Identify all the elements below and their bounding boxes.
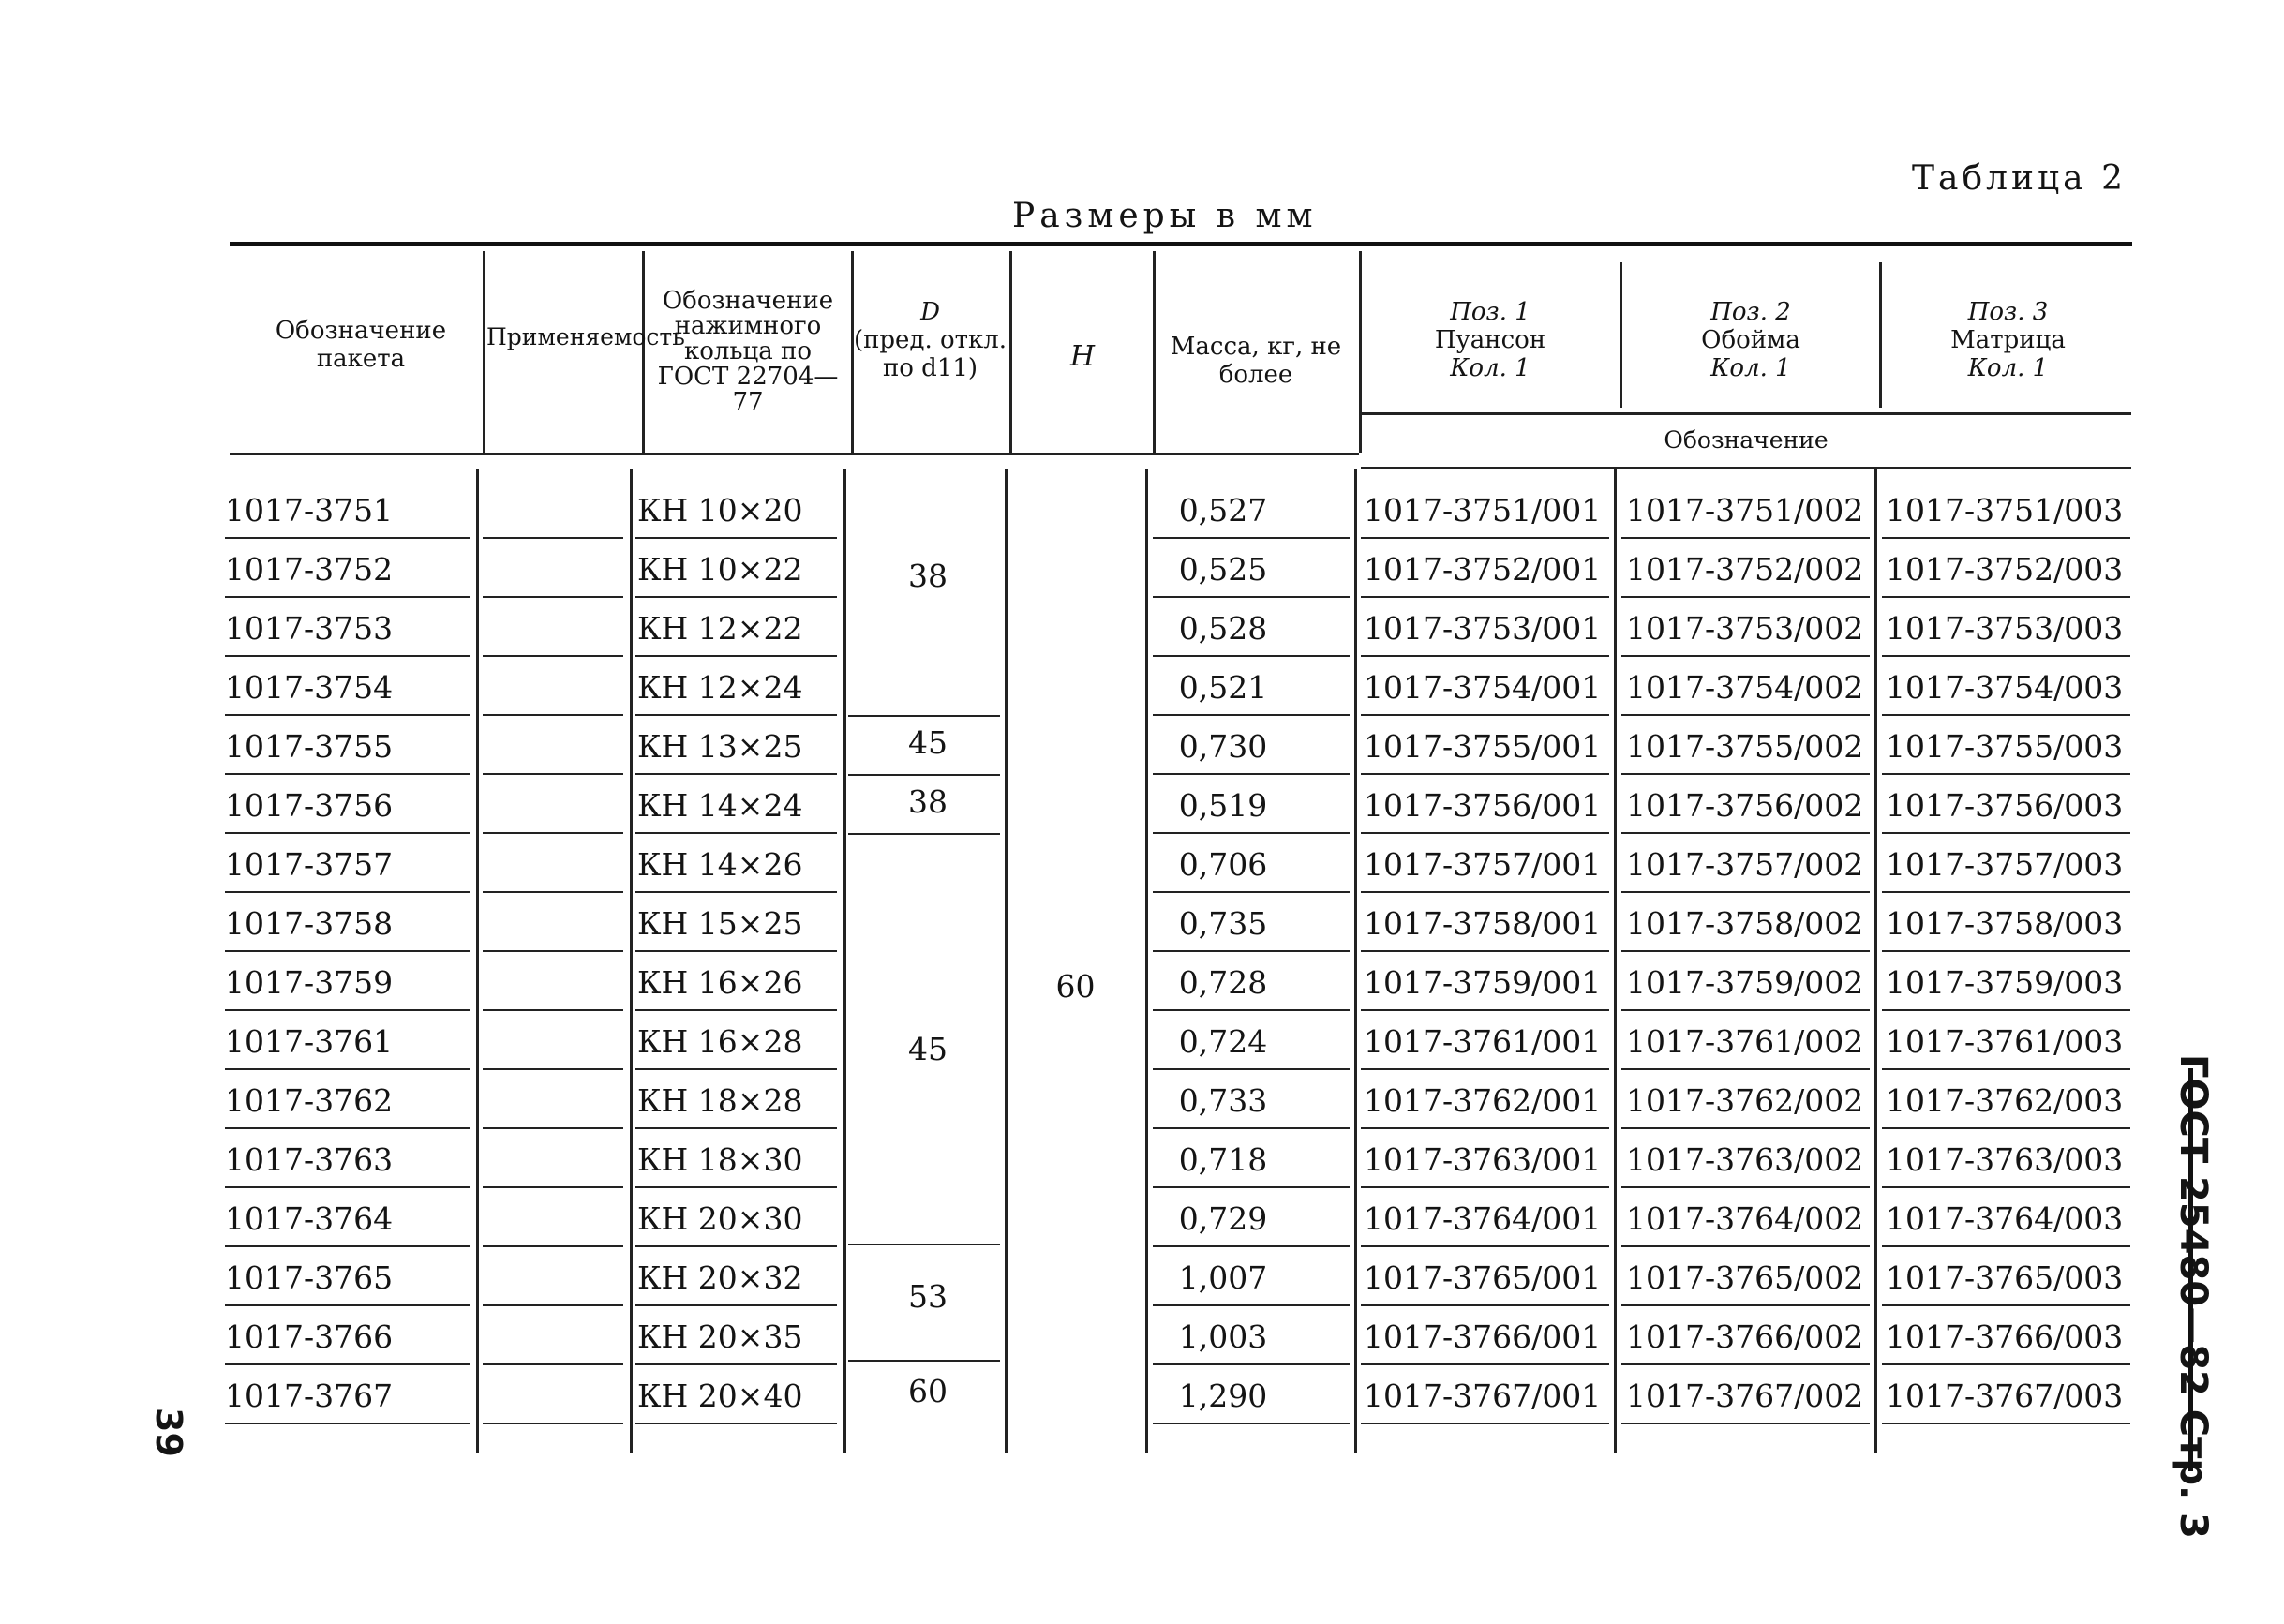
cell-underline	[635, 773, 837, 775]
header-d-symbol: D	[920, 298, 940, 326]
cell-underline	[1361, 1423, 1609, 1424]
ring-designation: КН 10×22	[637, 551, 803, 588]
pos3-designation: 1017-3758/003	[1886, 905, 2124, 942]
pos1-designation: 1017-3751/001	[1364, 492, 1602, 529]
mass-value: 0,728	[1178, 964, 1268, 1001]
cell-underline	[635, 891, 837, 893]
d-value: 45	[908, 724, 948, 761]
cell-underline	[1621, 1245, 1870, 1247]
applicability-underline	[483, 655, 623, 657]
ring-designation: КН 13×25	[637, 728, 803, 765]
cell-underline	[1882, 1363, 2130, 1365]
table-label: Таблица 2	[1912, 159, 2127, 198]
package-code: 1017-3754	[225, 669, 394, 706]
cell-underline	[1621, 1186, 1870, 1188]
pos2-designation: 1017-3763/002	[1626, 1141, 1864, 1178]
applicability-underline	[483, 537, 623, 539]
cell-underline	[225, 1423, 470, 1424]
cell-underline	[1882, 1009, 2130, 1011]
body-divider	[1005, 469, 1008, 1453]
cell-underline	[225, 1363, 470, 1365]
package-code: 1017-3753	[225, 610, 394, 647]
package-code: 1017-3762	[225, 1082, 394, 1119]
package-code: 1017-3759	[225, 964, 394, 1001]
header-bottom-rule	[230, 453, 1359, 455]
cell-underline	[225, 773, 470, 775]
cell-underline	[1153, 1245, 1350, 1247]
package-code: 1017-3756	[225, 787, 394, 824]
header-pos1	[1364, 298, 1617, 382]
mass-value: 1,007	[1178, 1259, 1268, 1296]
pos3-designation: 1017-3762/003	[1886, 1082, 2124, 1119]
mass-value: 0,729	[1178, 1200, 1268, 1237]
cell-underline	[1361, 1304, 1609, 1306]
pos2-designation: 1017-3755/002	[1626, 728, 1864, 765]
pos2-designation: 1017-3751/002	[1626, 492, 1864, 529]
header-h-symbol: H	[1069, 340, 1096, 373]
cell-underline	[1361, 1127, 1609, 1129]
header-designation: Обозначение	[1664, 426, 1829, 454]
body-divider	[630, 469, 633, 1453]
cell-underline	[1621, 891, 1870, 893]
cell-underline	[225, 1186, 470, 1188]
mass-value: 0,519	[1178, 787, 1268, 824]
d-group-rule	[848, 1244, 1000, 1245]
d-value: 60	[908, 1373, 948, 1409]
pos1-designation: 1017-3757/001	[1364, 846, 1602, 883]
mass-value: 0,733	[1178, 1082, 1268, 1119]
pos1-designation: 1017-3765/001	[1364, 1259, 1602, 1296]
cell-underline	[1882, 1186, 2130, 1188]
cell-underline	[225, 596, 470, 598]
pos2-designation: 1017-3766/002	[1626, 1319, 1864, 1355]
cell-underline	[225, 832, 470, 834]
pos1-designation: 1017-3761/001	[1364, 1023, 1602, 1060]
cell-underline	[1882, 596, 2130, 598]
cell-underline	[1882, 1245, 2130, 1247]
d-group-rule	[848, 774, 1000, 776]
pos1-designation: 1017-3764/001	[1364, 1200, 1602, 1237]
cell-underline	[1153, 950, 1350, 952]
cell-underline	[225, 655, 470, 657]
pos2-designation: 1017-3765/002	[1626, 1259, 1864, 1296]
cell-underline	[1361, 1363, 1609, 1365]
cell-underline	[1361, 773, 1609, 775]
cell-underline	[225, 1245, 470, 1247]
pos3-designation: 1017-3751/003	[1886, 492, 2124, 529]
cell-underline	[635, 1245, 837, 1247]
cell-underline	[225, 891, 470, 893]
cell-underline	[1621, 537, 1870, 539]
cell-underline	[1621, 714, 1870, 716]
pos3-title: Поз. 3	[1967, 298, 2049, 326]
pos3-name: Матрица	[1950, 326, 2066, 354]
applicability-underline	[483, 1068, 623, 1070]
mass-value: 0,706	[1178, 846, 1268, 883]
cell-underline	[225, 1068, 470, 1070]
pos2-designation: 1017-3761/002	[1626, 1023, 1864, 1060]
cell-underline	[225, 950, 470, 952]
cell-underline	[1882, 537, 2130, 539]
gost-stamp-text: ГОСТ 25480—82 Стр. 3	[2172, 1054, 2215, 1539]
package-code: 1017-3755	[225, 728, 394, 765]
pos2-qty: Кол. 1	[1710, 354, 1791, 382]
body-divider	[843, 469, 846, 1453]
body-divider	[476, 469, 479, 1453]
package-code: 1017-3752	[225, 551, 394, 588]
cell-underline	[1153, 773, 1350, 775]
cell-underline	[635, 596, 837, 598]
pos1-designation: 1017-3756/001	[1364, 787, 1602, 824]
pos2-designation: 1017-3756/002	[1626, 787, 1864, 824]
pos2-designation: 1017-3762/002	[1626, 1082, 1864, 1119]
body-divider	[1614, 469, 1617, 1453]
cell-underline	[1882, 1068, 2130, 1070]
mass-value: 0,528	[1178, 610, 1268, 647]
page-number	[141, 1408, 197, 1471]
ring-designation: КН 12×24	[637, 669, 803, 706]
pos3-designation: 1017-3766/003	[1886, 1319, 2124, 1355]
package-code: 1017-3757	[225, 846, 394, 883]
cell-underline	[635, 1423, 837, 1424]
pos1-title: Поз. 1	[1450, 298, 1530, 326]
cell-underline	[225, 1009, 470, 1011]
cell-underline	[635, 1127, 837, 1129]
pos3-designation: 1017-3765/003	[1886, 1259, 2124, 1296]
cell-underline	[1153, 655, 1350, 657]
pos1-designation: 1017-3754/001	[1364, 669, 1602, 706]
cell-underline	[1153, 891, 1350, 893]
package-code: 1017-3766	[225, 1319, 394, 1355]
cell-underline	[635, 714, 837, 716]
ring-designation: КН 18×30	[637, 1141, 803, 1178]
header-d-note: (пред. откл. по d11)	[853, 326, 1008, 382]
pos2-designation: 1017-3764/002	[1626, 1200, 1864, 1237]
cell-underline	[1621, 832, 1870, 834]
pos1-designation: 1017-3767/001	[1364, 1378, 1602, 1414]
cell-underline	[1153, 1304, 1350, 1306]
cell-underline	[1882, 1304, 2130, 1306]
header-divider	[1879, 262, 1882, 408]
ring-designation: КН 14×24	[637, 787, 803, 824]
cell-underline	[1882, 950, 2130, 952]
pos2-designation: 1017-3758/002	[1626, 905, 1864, 942]
cell-underline	[225, 714, 470, 716]
header-bottom-rule	[1361, 467, 2131, 469]
cell-underline	[1361, 950, 1609, 952]
cell-underline	[1361, 655, 1609, 657]
pos3-designation: 1017-3756/003	[1886, 787, 2124, 824]
pos2-designation: 1017-3753/002	[1626, 610, 1864, 647]
pos2-designation: 1017-3759/002	[1626, 964, 1864, 1001]
ring-designation: КН 15×25	[637, 905, 803, 942]
header-divider	[483, 251, 485, 453]
pos1-qty: Кол. 1	[1450, 354, 1530, 382]
ring-designation: КН 12×22	[637, 610, 803, 647]
cell-underline	[1882, 1423, 2130, 1424]
d-value: 53	[908, 1278, 948, 1315]
designation-rule	[1361, 412, 2131, 415]
d-value: 45	[908, 1031, 948, 1067]
cell-underline	[1153, 1423, 1350, 1424]
ring-designation: КН 16×28	[637, 1023, 803, 1060]
pos1-designation: 1017-3762/001	[1364, 1082, 1602, 1119]
cell-underline	[1621, 1127, 1870, 1129]
pos3-designation: 1017-3761/003	[1886, 1023, 2124, 1060]
mass-value: 0,525	[1178, 551, 1268, 588]
cell-underline	[635, 832, 837, 834]
pos1-designation: 1017-3753/001	[1364, 610, 1602, 647]
d-group-rule	[848, 833, 1000, 835]
cell-underline	[635, 1304, 837, 1306]
cell-underline	[1621, 1423, 1870, 1424]
pos1-designation: 1017-3763/001	[1364, 1141, 1602, 1178]
applicability-underline	[483, 1304, 623, 1306]
pos1-designation: 1017-3758/001	[1364, 905, 1602, 942]
mass-value: 1,003	[1178, 1319, 1268, 1355]
body-divider	[1874, 469, 1877, 1453]
cell-underline	[1361, 714, 1609, 716]
header-h	[1012, 340, 1153, 373]
package-code: 1017-3764	[225, 1200, 394, 1237]
page-number-text: 39	[148, 1408, 189, 1457]
cell-underline	[1621, 1304, 1870, 1306]
cell-underline	[1153, 1068, 1350, 1070]
applicability-underline	[483, 950, 623, 952]
d-group-rule	[848, 715, 1000, 717]
pos3-qty: Кол. 1	[1967, 354, 2049, 382]
body-divider	[1354, 469, 1357, 1453]
cell-underline	[1621, 1068, 1870, 1070]
ring-designation: КН 20×30	[637, 1200, 803, 1237]
mass-value: 0,521	[1178, 669, 1268, 706]
pos2-designation: 1017-3757/002	[1626, 846, 1864, 883]
cell-underline	[1361, 1186, 1609, 1188]
cell-underline	[1882, 832, 2130, 834]
header-divider	[642, 251, 645, 453]
cell-underline	[635, 1363, 837, 1365]
d-group-rule	[848, 1360, 1000, 1362]
cell-underline	[1153, 596, 1350, 598]
d-value: 38	[908, 783, 948, 820]
cell-underline	[225, 1127, 470, 1129]
pos2-name: Обойма	[1701, 326, 1800, 354]
pos1-designation: 1017-3752/001	[1364, 551, 1602, 588]
cell-underline	[635, 950, 837, 952]
header-d	[853, 298, 1008, 382]
cell-underline	[635, 537, 837, 539]
body-divider	[1145, 469, 1148, 1453]
applicability-underline	[483, 832, 623, 834]
cell-underline	[635, 1068, 837, 1070]
pos1-designation: 1017-3755/001	[1364, 728, 1602, 765]
cell-underline	[1361, 596, 1609, 598]
cell-underline	[1153, 1009, 1350, 1011]
mass-value: 0,730	[1178, 728, 1268, 765]
ring-designation: КН 20×35	[637, 1319, 803, 1355]
cell-underline	[1882, 714, 2130, 716]
pos3-designation: 1017-3763/003	[1886, 1141, 2124, 1178]
cell-underline	[1882, 891, 2130, 893]
side-stamp	[2156, 1054, 2231, 1539]
header-pos3	[1884, 298, 2132, 382]
header-divider	[1153, 251, 1156, 453]
cell-underline	[635, 1186, 837, 1188]
applicability-underline	[483, 596, 623, 598]
ring-designation: КН 16×26	[637, 964, 803, 1001]
pos1-designation: 1017-3766/001	[1364, 1319, 1602, 1355]
cell-underline	[1153, 832, 1350, 834]
pos3-designation: 1017-3764/003	[1886, 1200, 2124, 1237]
cell-underline	[635, 655, 837, 657]
ring-designation: КН 20×40	[637, 1378, 803, 1414]
cell-underline	[1882, 655, 2130, 657]
pos2-designation: 1017-3767/002	[1626, 1378, 1864, 1414]
mass-value: 0,735	[1178, 905, 1268, 942]
cell-underline	[1621, 1009, 1870, 1011]
header-applicability: Применяемость	[486, 323, 685, 350]
applicability-underline	[483, 714, 623, 716]
table-top-rule	[230, 242, 2132, 246]
cell-underline	[635, 1009, 837, 1011]
applicability-underline	[483, 773, 623, 775]
pos3-designation: 1017-3753/003	[1886, 610, 2124, 647]
header-ring-designation: Обозначение нажимного кольца по ГОСТ 22704—77	[657, 287, 839, 416]
cell-underline	[1153, 537, 1350, 539]
cell-underline	[1361, 1009, 1609, 1011]
cell-underline	[1153, 1363, 1350, 1365]
ring-designation: КН 14×26	[637, 846, 803, 883]
pos2-title: Поз. 2	[1710, 298, 1791, 326]
ring-designation: КН 18×28	[637, 1082, 803, 1119]
ring-designation: КН 10×20	[637, 492, 803, 529]
cell-underline	[1361, 1068, 1609, 1070]
units-label: Размеры в мм	[1012, 197, 1318, 235]
stamp-rule	[2188, 1068, 2193, 1471]
applicability-underline	[483, 1423, 623, 1424]
cell-underline	[225, 1304, 470, 1306]
cell-underline	[1621, 655, 1870, 657]
cell-underline	[1621, 1363, 1870, 1365]
pos3-designation: 1017-3755/003	[1886, 728, 2124, 765]
cell-underline	[1361, 1245, 1609, 1247]
pos1-name: Пуансон	[1434, 326, 1546, 354]
package-code: 1017-3767	[225, 1378, 394, 1414]
mass-value: 1,290	[1178, 1378, 1268, 1414]
package-code: 1017-3758	[225, 905, 394, 942]
pos2-designation: 1017-3754/002	[1626, 669, 1864, 706]
cell-underline	[1153, 714, 1350, 716]
pos2-designation: 1017-3752/002	[1626, 551, 1864, 588]
ring-designation: КН 20×32	[637, 1259, 803, 1296]
mass-value: 0,718	[1178, 1141, 1268, 1178]
cell-underline	[1621, 773, 1870, 775]
header-pos2	[1624, 298, 1877, 382]
cell-underline	[1621, 950, 1870, 952]
package-code: 1017-3761	[225, 1023, 394, 1060]
applicability-underline	[483, 1127, 623, 1129]
pos3-designation: 1017-3752/003	[1886, 551, 2124, 588]
h-value: 60	[1055, 968, 1096, 1005]
applicability-underline	[483, 1363, 623, 1365]
applicability-underline	[483, 891, 623, 893]
cell-underline	[1361, 537, 1609, 539]
header-divider	[1359, 251, 1362, 453]
header-mass: Масса, кг, не более	[1170, 333, 1342, 389]
cell-underline	[1361, 832, 1609, 834]
pos3-designation: 1017-3754/003	[1886, 669, 2124, 706]
cell-underline	[1882, 1127, 2130, 1129]
header-divider	[1620, 262, 1622, 408]
pos1-designation: 1017-3759/001	[1364, 964, 1602, 1001]
d-value: 38	[908, 558, 948, 594]
header-package-designation: Обозначение пакета	[275, 317, 447, 373]
mass-value: 0,527	[1178, 492, 1268, 529]
applicability-underline	[483, 1245, 623, 1247]
cell-underline	[1153, 1186, 1350, 1188]
cell-underline	[225, 537, 470, 539]
cell-underline	[1153, 1127, 1350, 1129]
cell-underline	[1621, 596, 1870, 598]
pos3-designation: 1017-3757/003	[1886, 846, 2124, 883]
cell-underline	[1882, 773, 2130, 775]
applicability-underline	[483, 1186, 623, 1188]
pos3-designation: 1017-3767/003	[1886, 1378, 2124, 1414]
package-code: 1017-3763	[225, 1141, 394, 1178]
package-code: 1017-3751	[225, 492, 394, 529]
mass-value: 0,724	[1178, 1023, 1268, 1060]
package-code: 1017-3765	[225, 1259, 394, 1296]
applicability-underline	[483, 1009, 623, 1011]
pos3-designation: 1017-3759/003	[1886, 964, 2124, 1001]
cell-underline	[1361, 891, 1609, 893]
